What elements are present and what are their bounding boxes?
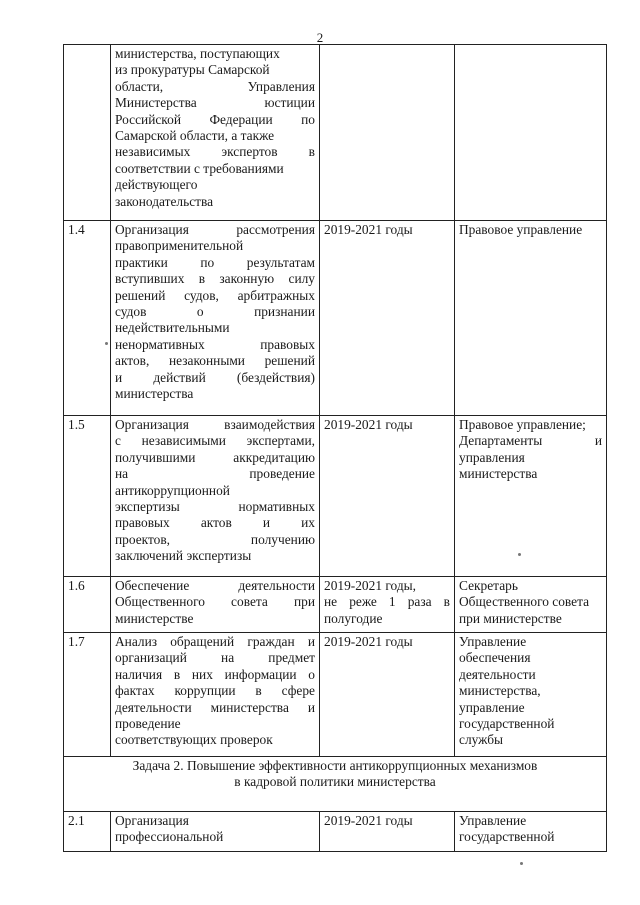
activity-line: и действий (бездействия) (115, 369, 315, 385)
activity-line: проведение (115, 716, 181, 732)
activity-line: Организация (115, 813, 189, 828)
activity-line: Самарской области, а также (115, 128, 275, 144)
activity-line: министерства (115, 386, 194, 402)
task-heading-line: в кадровой политики министерства (234, 774, 436, 790)
scan-speck (105, 342, 108, 345)
term-line: 2019-2021 годы (324, 222, 413, 237)
activity-line: с независимыми экспертами, (115, 433, 315, 449)
table-row (64, 577, 607, 633)
responsible-line: министерства (459, 466, 538, 482)
activity-line: ненормативных правовых (115, 336, 315, 352)
activity-line: действующего (115, 177, 198, 193)
term-cell (320, 812, 455, 852)
activity-line: деятельности министерства и (115, 699, 315, 715)
term-line: 2019-2021 годы (324, 634, 413, 649)
responsible-line: деятельности (459, 666, 536, 682)
responsible-line: министерства, (459, 683, 541, 699)
responsible-line: Секретарь (459, 578, 518, 593)
table-row (64, 812, 607, 852)
activity-line: вступивших в законную силу (115, 271, 315, 287)
activity-line: экспертизы нормативных (115, 499, 315, 515)
activity-line: правовых актов и их (115, 515, 315, 531)
table-row (64, 221, 607, 416)
measures-table (63, 44, 607, 852)
activity-line: организаций на предмет (115, 650, 315, 666)
activity-line: актов, незаконными решений (115, 353, 315, 369)
term-line: 2019-2021 годы (324, 813, 413, 828)
activity-line: решений судов, арбитражных (115, 287, 315, 303)
activity-line: Анализ обращений граждан и (115, 634, 315, 649)
row-number-cell (64, 45, 111, 221)
activity-cell (111, 812, 320, 852)
activity-line: области, Управления (115, 78, 315, 94)
activity-line: судов о признании (115, 304, 315, 320)
activity-line: министерства, поступающих (115, 46, 280, 61)
activity-line: на проведение (115, 466, 315, 482)
activity-line: министерстве (115, 610, 194, 626)
responsible-cell (455, 812, 607, 852)
responsible-cell (455, 577, 607, 633)
activity-line: недействительными (115, 320, 230, 336)
activity-line: получившими аккредитацию (115, 449, 315, 465)
responsible-line: управления (459, 449, 525, 465)
activity-line: проектов, получению (115, 531, 315, 547)
responsible-line: Правовое управление (459, 222, 583, 237)
activity-line: соответствующих проверок (115, 732, 273, 748)
responsible-cell (455, 416, 607, 577)
table-row (64, 416, 607, 577)
activity-cell (111, 577, 320, 633)
term-cell (320, 45, 455, 221)
task-heading-row (64, 757, 607, 812)
responsible-line: при министерстве (459, 610, 562, 626)
responsible-line: Управление (459, 813, 527, 828)
activity-line: правоприменительной (115, 238, 244, 254)
row-number-cell: 1.5 (64, 416, 111, 577)
row-number-cell: 1.7 (64, 633, 111, 757)
responsible-cell (455, 45, 607, 221)
activity-line: соответствии с требованиями (115, 160, 284, 176)
row-number-cell: 2.1 (64, 812, 111, 852)
activity-line: практики по результатам (115, 254, 315, 270)
task-heading-line: Задача 2. Повышение эффективности антикоррупционных механизмов (132, 758, 538, 773)
activity-cell (111, 45, 320, 221)
activity-line: Организация рассмотрения (115, 222, 315, 237)
activity-line: Организация взаимодействия (115, 417, 315, 432)
row-number-cell: 1.4 (64, 221, 111, 416)
activity-cell (111, 416, 320, 577)
term-cell (320, 577, 455, 633)
activity-cell (111, 221, 320, 416)
scan-speck (518, 553, 521, 556)
activity-line: Министерства юстиции (115, 95, 315, 111)
responsible-line: Правовое управление; (459, 417, 586, 432)
responsible-line: Департаменты и (459, 433, 602, 449)
activity-line: законодательства (115, 193, 214, 209)
term-cell (320, 633, 455, 757)
responsible-cell (455, 221, 607, 416)
responsible-line: государственной (459, 716, 555, 732)
table-row (64, 633, 607, 757)
activity-line: профессиональной (115, 829, 224, 845)
activity-line: из прокуратуры Самарской (115, 62, 270, 78)
responsible-line: Управление (459, 634, 527, 649)
responsible-line: службы (459, 732, 504, 748)
activity-line: Общественного совета при (115, 594, 315, 610)
responsible-line: Общественного совета (459, 594, 590, 610)
table-row (64, 45, 607, 221)
row-number-cell: 1.6 (64, 577, 111, 633)
scan-speck (520, 862, 523, 865)
activity-cell (111, 633, 320, 757)
activity-line: Российской Федерации по (115, 111, 315, 127)
responsible-line: управление (459, 699, 525, 715)
responsible-line: государственной (459, 829, 555, 845)
term-line: полугодие (324, 610, 383, 626)
responsible-line: обеспечения (459, 650, 531, 666)
activity-line: заключений экспертизы (115, 548, 252, 564)
term-line: 2019-2021 годы, (324, 578, 416, 593)
activity-line: антикоррупционной (115, 482, 230, 498)
activity-line: независимых экспертов в (115, 144, 315, 160)
term-cell (320, 416, 455, 577)
term-line: 2019-2021 годы (324, 417, 413, 432)
responsible-cell (455, 633, 607, 757)
activity-line: Обеспечение деятельности (115, 578, 315, 593)
page-number: 2 (316, 30, 324, 45)
task-heading-cell (64, 757, 607, 812)
term-cell (320, 221, 455, 416)
term-line: не реже 1 раза в (324, 594, 450, 610)
activity-line: фактах коррупции в сфере (115, 683, 315, 699)
activity-line: наличия в них информации о (115, 666, 315, 682)
